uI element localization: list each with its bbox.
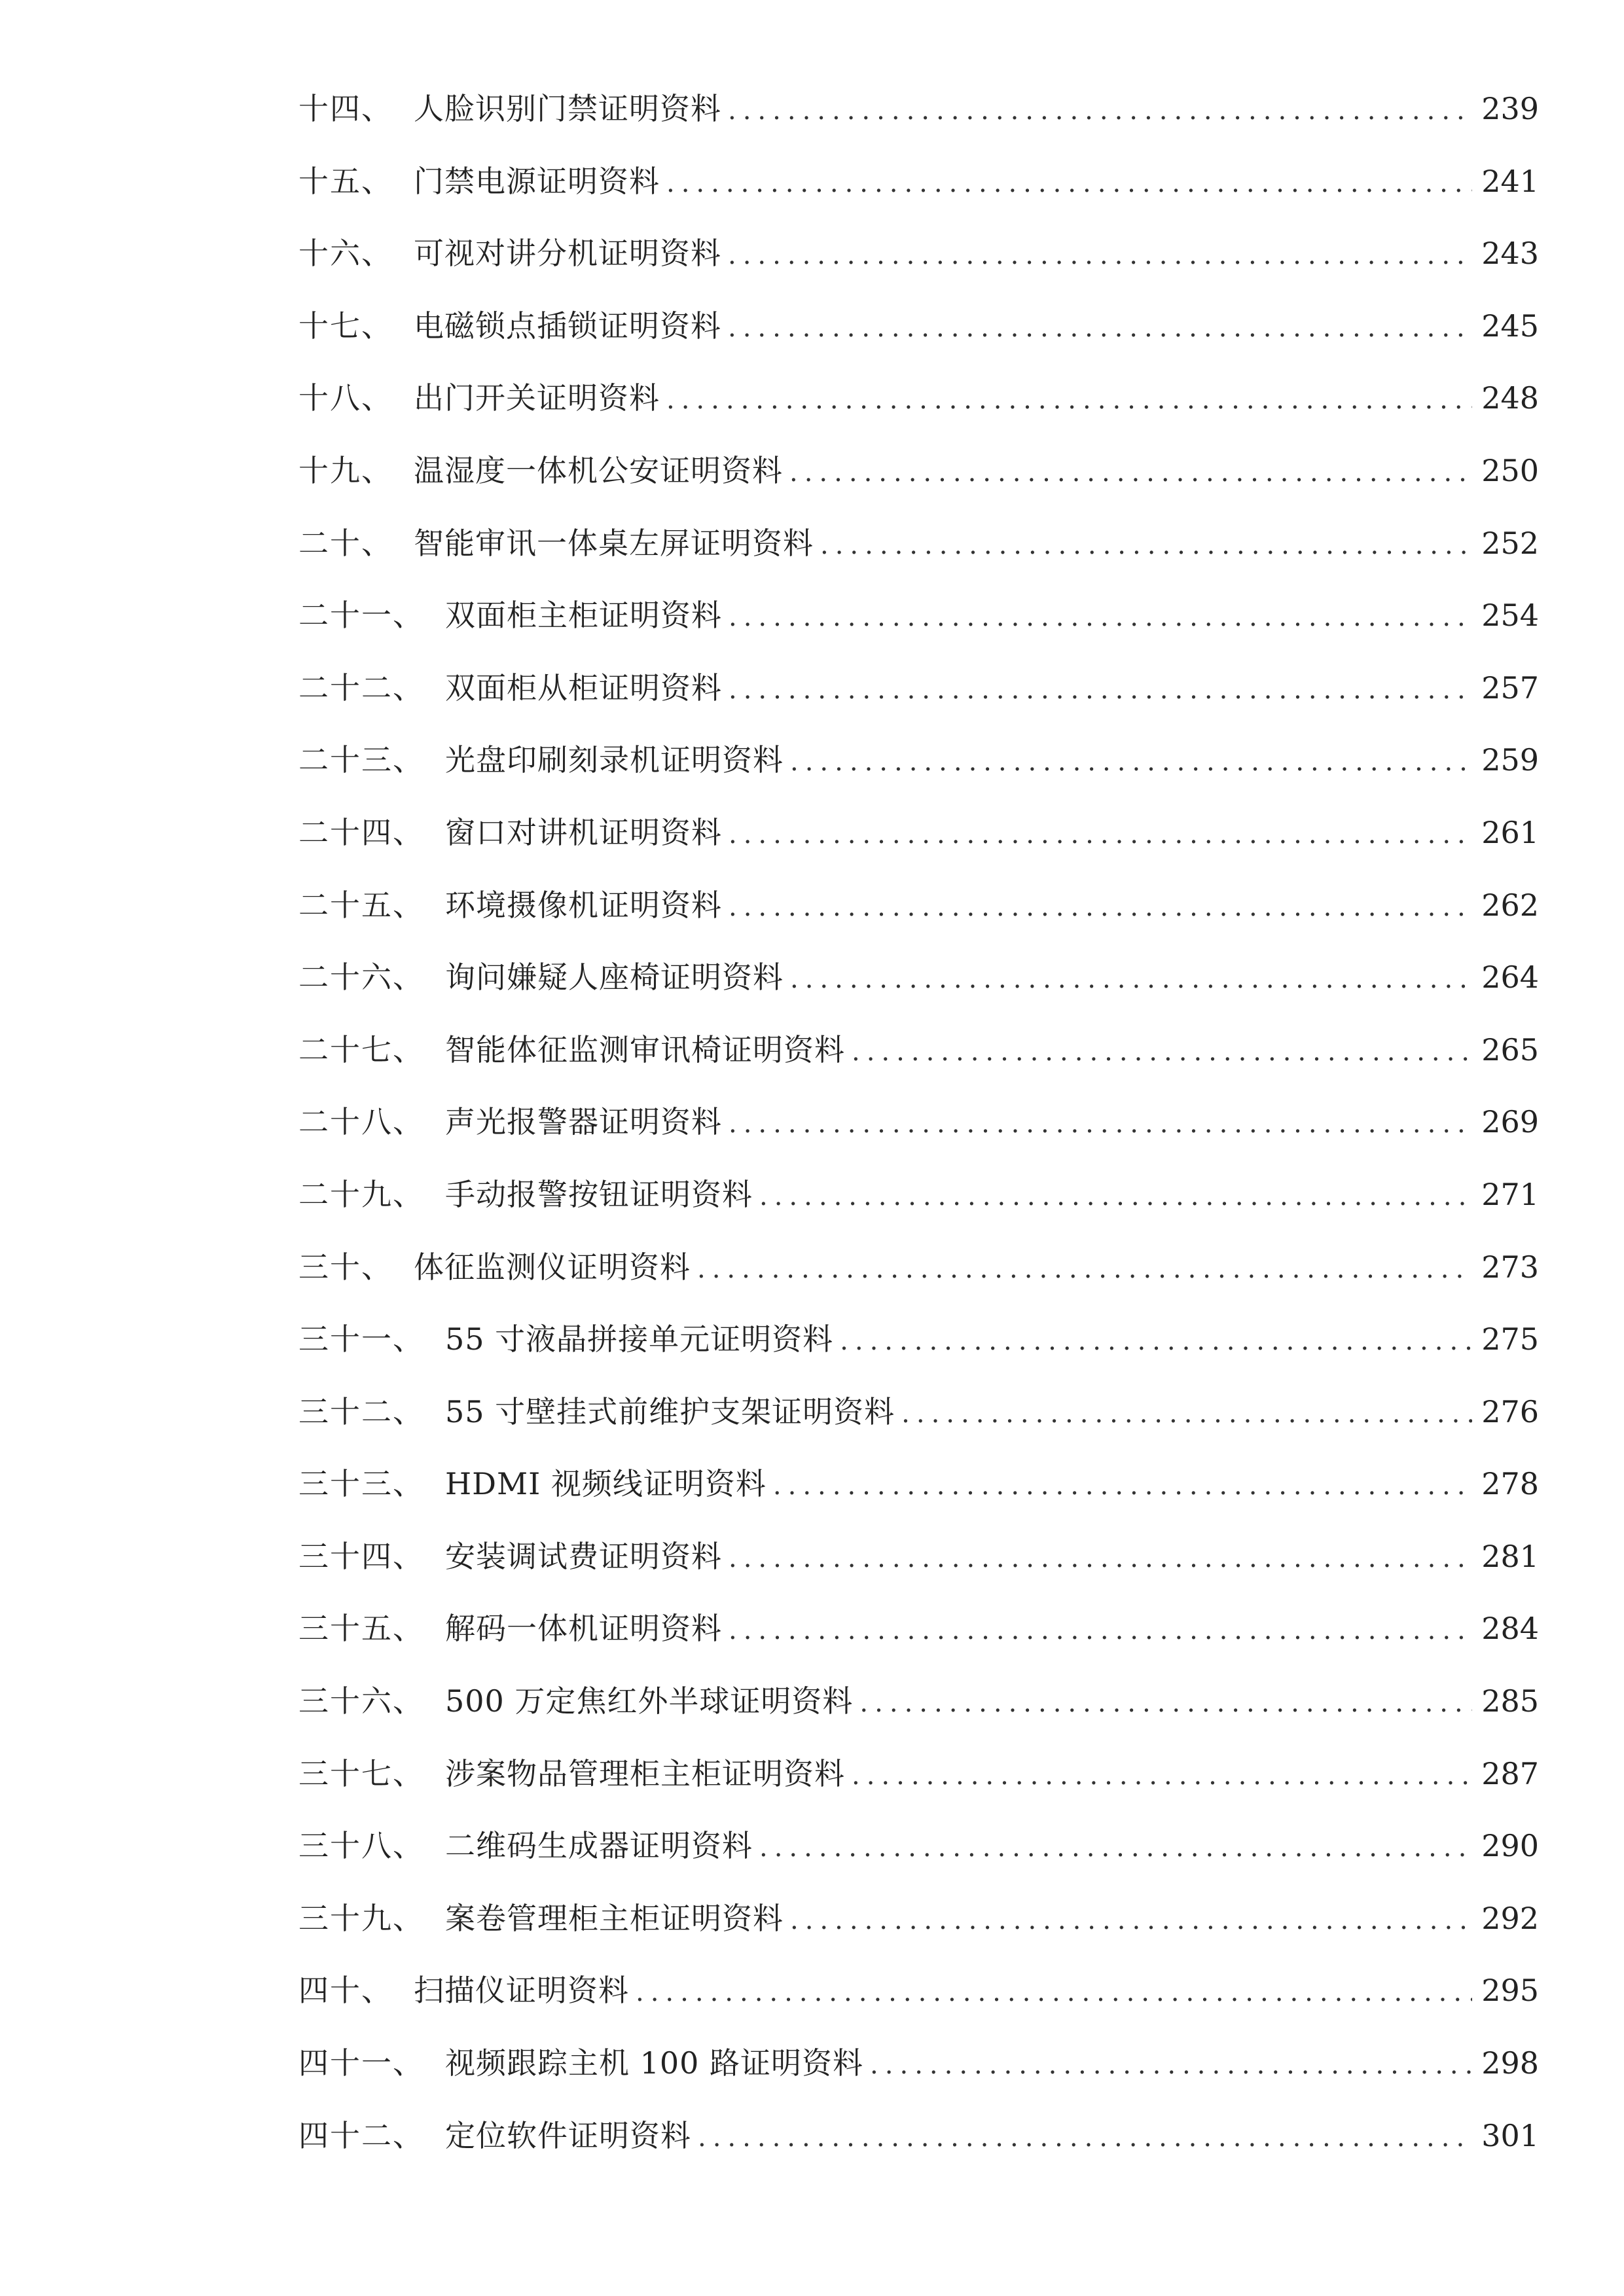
toc-dot-leader xyxy=(729,675,1472,705)
toc-entry-title: 可视对讲分机证明资料 xyxy=(414,236,721,272)
toc-entry[interactable] xyxy=(298,1605,1539,1677)
toc-entry-page-number: 287 xyxy=(1481,1755,1539,1791)
toc-entry-title: 光盘印刷刻录机证明资料 xyxy=(445,742,784,778)
toc-entry-page-number: 241 xyxy=(1481,163,1539,199)
toc-entry-number: 三十一、 xyxy=(298,1321,424,1357)
toc-entry-number: 四十二、 xyxy=(298,2117,424,2153)
toc-entry-page-number: 295 xyxy=(1481,1973,1539,2009)
toc-entry-page-number: 273 xyxy=(1481,1249,1539,1285)
toc-entry-number: 十四、 xyxy=(298,91,393,126)
toc-entry[interactable] xyxy=(298,374,1539,447)
toc-entry[interactable] xyxy=(298,85,1539,158)
toc-entry-page-number: 278 xyxy=(1481,1466,1539,1502)
toc-dot-leader xyxy=(790,747,1472,777)
toc-dot-leader xyxy=(728,313,1472,343)
toc-dot-leader xyxy=(729,1543,1472,1573)
toc-dot-leader xyxy=(790,1905,1472,1935)
toc-dot-leader xyxy=(759,1833,1472,1863)
toc-entry-title: 55 寸液晶拼接单元证明资料 xyxy=(445,1321,834,1357)
toc-dot-leader xyxy=(698,2123,1472,2153)
toc-entry-number: 十八、 xyxy=(298,380,393,416)
toc-entry-title: 案卷管理柜主柜证明资料 xyxy=(445,1900,784,1936)
toc-entry-page-number: 259 xyxy=(1481,742,1539,778)
toc-dot-leader xyxy=(852,1037,1472,1067)
toc-entry-page-number: 290 xyxy=(1481,1828,1539,1864)
toc-entry-number: 二十六、 xyxy=(298,960,424,996)
toc-dot-leader xyxy=(859,1688,1472,1718)
toc-entry-number: 三十六、 xyxy=(298,1683,424,1719)
toc-entry-page-number: 292 xyxy=(1481,1900,1539,1936)
toc-dot-leader xyxy=(666,168,1472,198)
toc-entry[interactable] xyxy=(298,1388,1539,1461)
toc-entry-number: 二十三、 xyxy=(298,742,424,778)
toc-entry-number: 二十四、 xyxy=(298,814,424,850)
toc-dot-leader xyxy=(852,1761,1472,1791)
toc-entry[interactable] xyxy=(298,2112,1539,2185)
toc-entry-title: 门禁电源证明资料 xyxy=(414,163,660,199)
toc-entry-page-number: 261 xyxy=(1481,814,1539,850)
toc-entry-page-number: 269 xyxy=(1481,1104,1539,1140)
toc-entry-number: 四十一、 xyxy=(298,2045,424,2081)
toc-entry-number: 二十、 xyxy=(298,525,393,561)
toc-entry-page-number: 239 xyxy=(1481,91,1539,126)
table-of-contents xyxy=(298,85,1539,2184)
toc-entry-number: 三十、 xyxy=(298,1249,393,1285)
toc-entry-page-number: 254 xyxy=(1481,598,1539,634)
toc-entry-number: 二十九、 xyxy=(298,1176,424,1212)
toc-entry-number: 十五、 xyxy=(298,163,393,199)
toc-dot-leader xyxy=(729,1109,1472,1139)
toc-entry-number: 三十三、 xyxy=(298,1466,424,1502)
toc-entry-title: 涉案物品管理柜主柜证明资料 xyxy=(445,1755,845,1791)
toc-dot-leader xyxy=(820,530,1472,560)
toc-dot-leader xyxy=(728,240,1472,270)
toc-dot-leader xyxy=(697,1254,1472,1284)
toc-dot-leader xyxy=(790,964,1472,994)
toc-entry[interactable] xyxy=(298,664,1539,737)
toc-entry[interactable] xyxy=(298,1677,1539,1750)
toc-entry-title: 出门开关证明资料 xyxy=(414,380,660,416)
toc-dot-leader xyxy=(666,385,1472,415)
toc-entry-title: 视频跟踪主机 100 路证明资料 xyxy=(445,2045,864,2081)
toc-dot-leader xyxy=(729,892,1472,922)
toc-entry-title: 扫描仪证明资料 xyxy=(414,1973,629,2009)
toc-entry[interactable] xyxy=(298,2039,1539,2112)
toc-entry-title: 窗口对讲机证明资料 xyxy=(445,814,722,850)
toc-entry-title: HDMI 视频线证明资料 xyxy=(445,1466,767,1502)
toc-entry[interactable] xyxy=(298,592,1539,664)
toc-entry-number: 二十七、 xyxy=(298,1031,424,1067)
toc-entry[interactable] xyxy=(298,1244,1539,1316)
toc-entry[interactable] xyxy=(298,1460,1539,1533)
toc-entry-title: 智能审讯一体桌左屏证明资料 xyxy=(414,525,814,561)
toc-dot-leader xyxy=(901,1399,1472,1429)
toc-dot-leader xyxy=(840,1326,1472,1356)
toc-entry-title: 声光报警器证明资料 xyxy=(445,1104,722,1140)
toc-entry-title: 询问嫌疑人座椅证明资料 xyxy=(445,960,784,996)
toc-entry-page-number: 285 xyxy=(1481,1683,1539,1719)
toc-dot-leader xyxy=(729,819,1472,850)
toc-entry-title: 双面柜主柜证明资料 xyxy=(445,598,722,634)
toc-entry-page-number: 245 xyxy=(1481,308,1539,344)
toc-entry-title: 500 万定焦红外半球证明资料 xyxy=(445,1683,854,1719)
toc-entry[interactable] xyxy=(298,520,1539,592)
toc-dot-leader xyxy=(789,457,1472,488)
toc-entry-page-number: 276 xyxy=(1481,1393,1539,1429)
toc-entry[interactable] xyxy=(298,1316,1539,1388)
toc-entry-title: 55 寸壁挂式前维护支架证明资料 xyxy=(445,1393,895,1429)
toc-entry[interactable] xyxy=(298,1098,1539,1171)
toc-entry[interactable] xyxy=(298,230,1539,302)
toc-entry-number: 三十五、 xyxy=(298,1611,424,1647)
toc-entry-page-number: 243 xyxy=(1481,236,1539,272)
toc-entry-number: 二十一、 xyxy=(298,598,424,634)
toc-entry-title: 双面柜从柜证明资料 xyxy=(445,670,722,706)
toc-entry-number: 二十五、 xyxy=(298,887,424,923)
toc-entry-number: 二十二、 xyxy=(298,670,424,706)
toc-entry[interactable] xyxy=(298,1822,1539,1895)
toc-entry[interactable] xyxy=(298,954,1539,1026)
toc-entry[interactable] xyxy=(298,882,1539,954)
toc-entry-title: 安装调试费证明资料 xyxy=(445,1538,722,1574)
toc-entry-number: 十九、 xyxy=(298,452,393,488)
toc-entry-page-number: 271 xyxy=(1481,1176,1539,1212)
toc-entry[interactable] xyxy=(298,447,1539,520)
toc-dot-leader xyxy=(870,2050,1472,2080)
toc-entry[interactable] xyxy=(298,736,1539,809)
toc-entry-page-number: 298 xyxy=(1481,2045,1539,2081)
toc-entry-number: 四十、 xyxy=(298,1973,393,2009)
toc-entry-page-number: 264 xyxy=(1481,960,1539,996)
toc-entry-number: 二十八、 xyxy=(298,1104,424,1140)
toc-entry[interactable] xyxy=(298,1533,1539,1605)
toc-entry-number: 三十二、 xyxy=(298,1393,424,1429)
toc-entry[interactable] xyxy=(298,809,1539,882)
toc-dot-leader xyxy=(759,1181,1472,1211)
toc-entry-number: 三十七、 xyxy=(298,1755,424,1791)
toc-entry-page-number: 257 xyxy=(1481,670,1539,706)
toc-entry-title: 环境摄像机证明资料 xyxy=(445,887,722,923)
toc-entry-number: 三十九、 xyxy=(298,1900,424,1936)
toc-entry-page-number: 250 xyxy=(1481,452,1539,488)
toc-entry-title: 体征监测仪证明资料 xyxy=(414,1249,691,1285)
toc-entry-page-number: 275 xyxy=(1481,1321,1539,1357)
toc-entry-page-number: 265 xyxy=(1481,1031,1539,1067)
toc-entry-title: 手动报警按钮证明资料 xyxy=(445,1176,753,1212)
toc-dot-leader xyxy=(728,96,1472,126)
toc-entry[interactable] xyxy=(298,1750,1539,1823)
toc-dot-leader xyxy=(729,1615,1472,1645)
toc-entry-number: 十七、 xyxy=(298,308,393,344)
toc-entry-title: 二维码生成器证明资料 xyxy=(445,1828,753,1864)
toc-entry-title: 解码一体机证明资料 xyxy=(445,1611,722,1647)
toc-entry-title: 智能体征监测审讯椅证明资料 xyxy=(445,1031,845,1067)
toc-entry-page-number: 284 xyxy=(1481,1611,1539,1647)
toc-entry-number: 三十四、 xyxy=(298,1538,424,1574)
toc-entry-page-number: 252 xyxy=(1481,525,1539,561)
toc-entry-page-number: 248 xyxy=(1481,380,1539,416)
toc-entry[interactable] xyxy=(298,1967,1539,2039)
toc-entry-title: 电磁锁点插锁证明资料 xyxy=(414,308,721,344)
toc-entry-page-number: 301 xyxy=(1481,2117,1539,2153)
toc-entry-title: 人脸识别门禁证明资料 xyxy=(414,91,721,126)
toc-entry-page-number: 262 xyxy=(1481,887,1539,923)
toc-entry[interactable] xyxy=(298,158,1539,230)
toc-entry[interactable] xyxy=(298,1026,1539,1099)
toc-entry[interactable] xyxy=(298,1895,1539,1967)
toc-entry-title: 定位软件证明资料 xyxy=(445,2117,691,2153)
toc-dot-leader xyxy=(773,1471,1472,1501)
toc-entry-page-number: 281 xyxy=(1481,1538,1539,1574)
toc-entry-number: 三十八、 xyxy=(298,1828,424,1864)
toc-dot-leader xyxy=(636,1977,1472,2007)
toc-entry-title: 温湿度一体机公安证明资料 xyxy=(414,452,783,488)
toc-entry-number: 十六、 xyxy=(298,236,393,272)
toc-entry[interactable] xyxy=(298,302,1539,375)
toc-dot-leader xyxy=(729,602,1472,632)
toc-entry[interactable] xyxy=(298,1171,1539,1244)
